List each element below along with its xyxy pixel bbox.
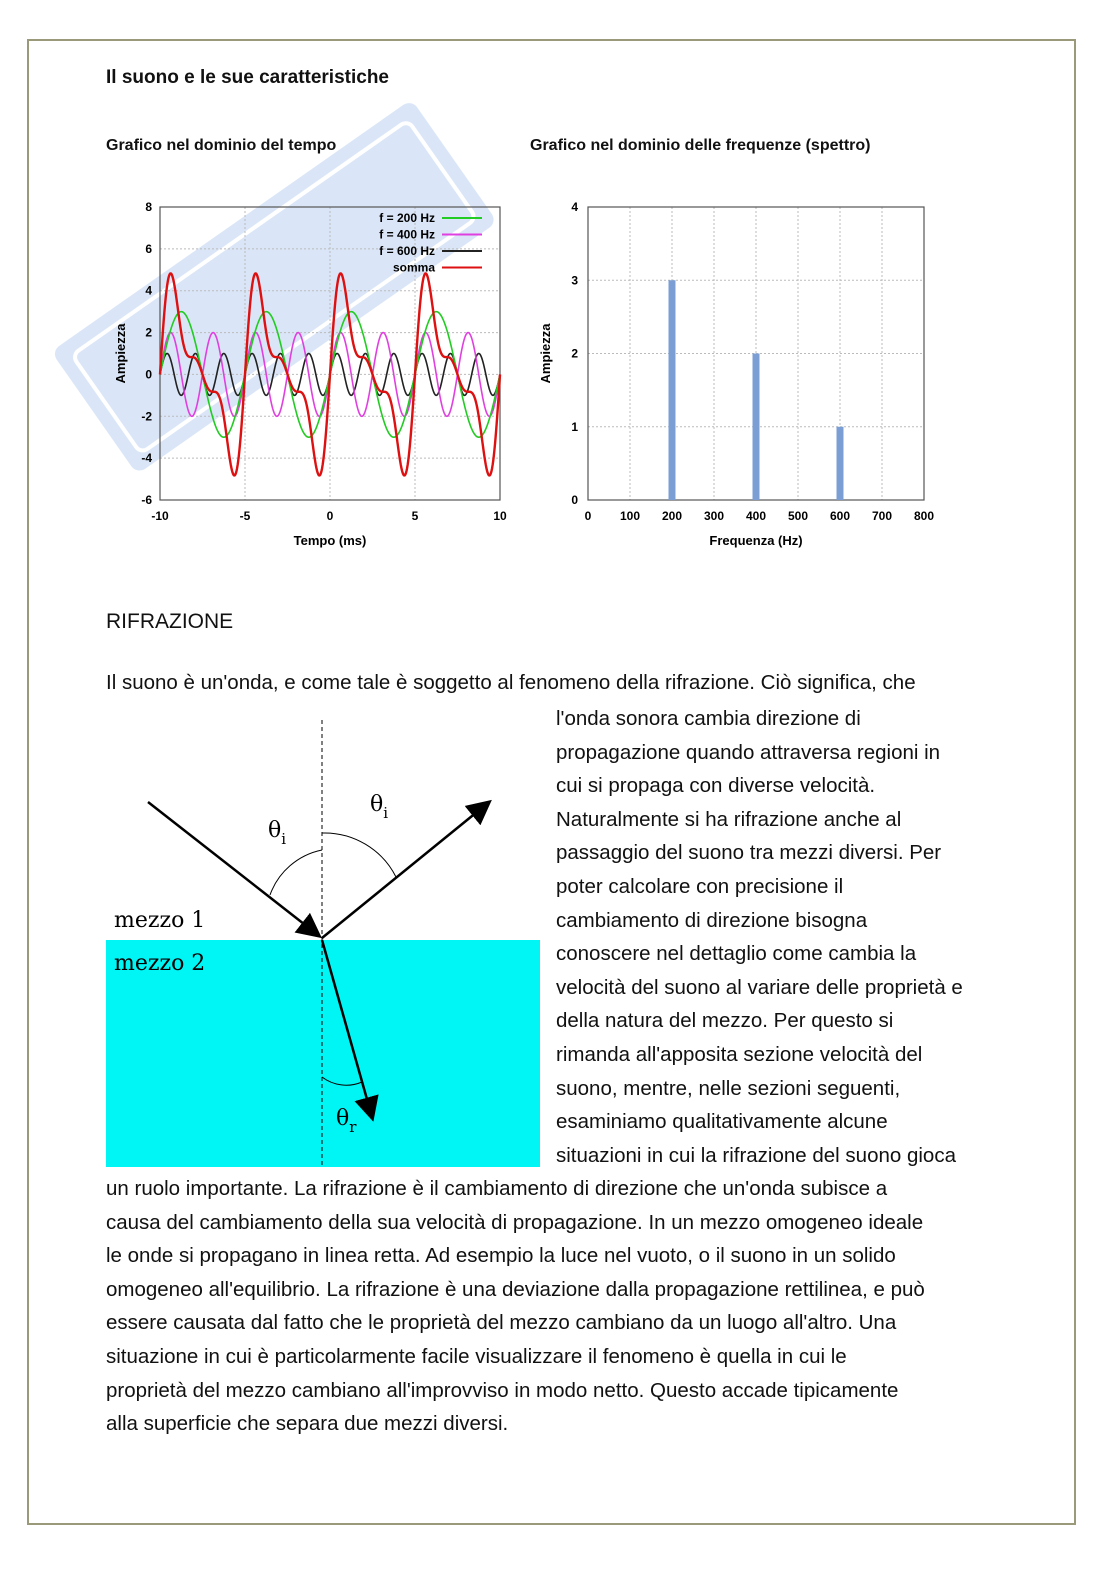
theta-r-label: $\theta_r$ <box>336 1106 357 1136</box>
x-tick-label: 100 <box>619 509 641 523</box>
paragraph-line: cui si propaga con diverse velocità. <box>556 774 876 798</box>
paragraph-line: alla superficie che separa due mezzi diversi. <box>106 1412 509 1436</box>
paragraph-line: esaminiamo qualitativamente alcune <box>556 1110 888 1134</box>
paragraph-line: rimanda all'apposita sezione velocità del <box>556 1042 923 1066</box>
x-tick-label: 5 <box>411 509 419 523</box>
legend-label: somma <box>392 260 435 275</box>
frequency-domain-chart <box>530 190 940 560</box>
legend-label: f = 200 Hz <box>379 211 435 225</box>
paragraph-line: situazioni in cui la rifrazione del suono gioca <box>556 1143 956 1167</box>
legend-label: f = 600 Hz <box>379 244 435 258</box>
paragraph-line: cambiamento di direzione bisogna <box>556 908 868 932</box>
frequency-domain-chart-title: Grafico nel dominio delle frequenze (spettro) <box>530 137 871 154</box>
y-tick-label: 1 <box>571 419 578 434</box>
refraction-diagram <box>100 715 550 1175</box>
document-title: Il suono e le sue caratteristiche <box>106 67 389 88</box>
paragraph-line: velocità del suono al variare delle proprietà e <box>556 975 963 999</box>
y-tick-label: -6 <box>141 493 152 507</box>
bar <box>669 280 676 500</box>
y-tick-label: 2 <box>145 325 152 340</box>
x-tick-label: 0 <box>584 509 592 523</box>
x-tick-label: -5 <box>239 509 251 523</box>
y-tick-label: 0 <box>145 367 152 382</box>
x-axis-label: Tempo (ms) <box>293 533 367 548</box>
theta-i-left-label: $\theta_i$ <box>268 818 287 848</box>
theta-i-right-label: $\theta_i$ <box>370 792 389 822</box>
paragraph-wrapped-lines <box>556 702 963 1172</box>
medium-2-label: mezzo 2 <box>114 951 206 976</box>
paragraph-line: situazione in cui è particolarmente facile visualizzare il fenomeno è quella in cui le <box>106 1344 847 1368</box>
paragraph-full-lines <box>106 1172 925 1441</box>
y-tick-label: 4 <box>571 200 578 214</box>
y-tick-label: 3 <box>571 273 578 288</box>
paragraph-line: propagazione quando attraversa regioni in <box>556 740 941 764</box>
paragraph-line: della natura del mezzo. Per questo si <box>556 1009 894 1033</box>
paragraph-line: suono, mentre, nelle sezioni seguenti, <box>556 1076 901 1100</box>
paragraph-line: poter calcolare con precisione il <box>556 874 844 898</box>
y-tick-label: 8 <box>145 200 152 214</box>
legend-label: f = 400 Hz <box>379 227 435 242</box>
y-axis-label: Ampiezza <box>538 323 553 384</box>
paragraph-first-line: Il suono è un'onda, e come tale è soggetto al fenomeno della rifrazione. Ciò significa, che <box>106 671 916 694</box>
x-tick-label: 0 <box>326 509 334 523</box>
x-tick-label: 400 <box>745 509 767 523</box>
reflected-ray <box>322 803 488 938</box>
paragraph-line: causa del cambiamento della sua velocità di propagazione. In un mezzo omogeneo ideale <box>106 1210 924 1234</box>
y-tick-label: 4 <box>145 283 152 298</box>
paragraph-line: omogeneo all'equilibrio. La rifrazione è una deviazione dalla propagazione rettilinea, e può <box>106 1277 925 1301</box>
y-tick-label: -2 <box>141 409 152 424</box>
paragraph-line: le onde si propagano in linea retta. Ad esempio la luce nel vuoto, o il suono in un solido <box>106 1244 896 1268</box>
paragraph-line: Naturalmente si ha rifrazione anche al <box>556 807 902 831</box>
y-axis-label: Ampiezza <box>113 323 128 384</box>
y-tick-label: 0 <box>571 493 578 507</box>
medium-1-label: mezzo 1 <box>114 908 206 933</box>
paragraph-line: passaggio del suono tra mezzi diversi. Per <box>556 841 942 865</box>
paragraph-line: un ruolo importante. La rifrazione è il cambiamento di direzione che un'onda subisce a <box>106 1177 888 1200</box>
x-tick-label: -10 <box>151 509 169 523</box>
x-tick-label: 500 <box>787 509 809 523</box>
paragraph-line: essere causata dal fatto che le proprietà del mezzo cambiano da un luogo all'altro. Una <box>106 1311 897 1335</box>
bar <box>753 354 760 501</box>
y-tick-label: 6 <box>145 241 152 256</box>
x-tick-label: 700 <box>871 509 893 523</box>
x-axis-label: Frequenza (Hz) <box>709 533 803 548</box>
x-tick-label: 200 <box>661 509 683 523</box>
angle-arc-incident <box>270 850 322 895</box>
y-tick-label: -4 <box>141 451 152 466</box>
paragraph-line: conoscere nel dettaglio come cambia la <box>556 942 917 966</box>
x-tick-label: 300 <box>703 509 725 523</box>
paragraph-line: l'onda sonora cambia direzione di <box>556 707 861 730</box>
x-tick-label: 600 <box>829 509 851 523</box>
angle-arc-reflected <box>322 833 396 877</box>
time-domain-chart <box>100 190 520 560</box>
section-title-rifrazione: RIFRAZIONE <box>106 610 234 633</box>
x-tick-label: 10 <box>493 509 507 523</box>
time-domain-chart-title: Grafico nel dominio del tempo <box>106 137 337 154</box>
bar <box>837 427 844 500</box>
paragraph-line: proprietà del mezzo cambiano all'improvviso in modo netto. Questo accade tipicamente <box>106 1378 899 1402</box>
y-tick-label: 2 <box>571 346 578 361</box>
x-tick-label: 800 <box>913 509 935 523</box>
